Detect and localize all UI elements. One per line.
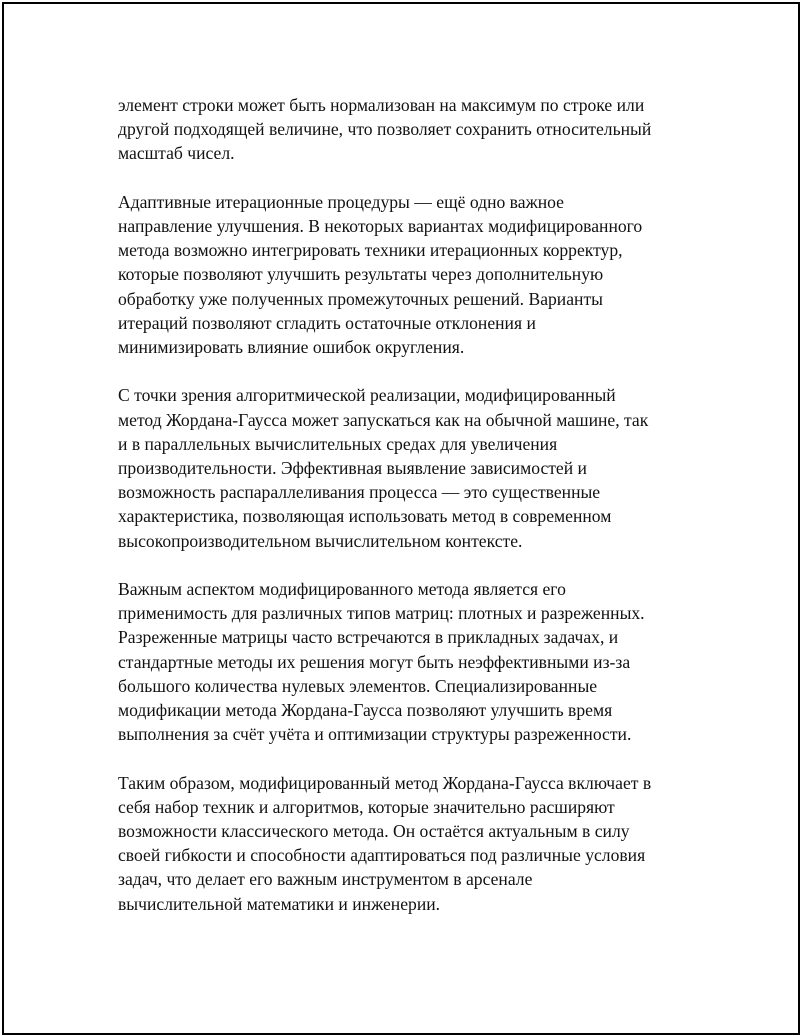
paragraph-adaptive-iterations: Адаптивные итерационные процедуры — ещё одно важное направление улучшения. В некоторых вариантах модифицированного метода возможно интегрировать техники итерационных корректур, которые позволяют улучшить результаты через дополнительную обработку уже полученных промежуточных решений. Варианты итераций позволяют сгладить остаточные отклонения и минимизировать влияние ошибок округления. bbox=[118, 191, 643, 358]
paragraph-algorithmic-implementation: С точки зрения алгоритмической реализации, модифицированный метод Жордана-Гаусса может запускаться как на обычной машине, так и в параллельных вычислительных средах для увеличения производительности. Эффективная выявление зависимостей и возможность распараллеливания процесса — это существенные характеристика, позволяющая использовать метод в современном высокопроизводительном вычислительном контексте. bbox=[118, 385, 649, 551]
paragraph-conclusion: Таким образом, модифицированный метод Жордана-Гаусса включает в себя набор техник и алгоритмов, которые значительно расширяют возможности классического метода. Он остаётся актуальным в силу своей гибкости и способности адаптироваться под различные условия задач, что делает его важным инструментом в арсенале вычислительной математики и инженерии. bbox=[118, 772, 652, 914]
paragraph-row-normalization: элемент строки может быть нормализован на максимум по строке или другой подходящей величине, что позволяет сохранить относительный масштаб чисел. bbox=[118, 95, 652, 164]
document-body bbox=[118, 93, 693, 916]
paragraph-matrix-types: Важным аспектом модифицированного метода является его применимость для различных типов матриц: плотных и разреженных. Разреженные матрицы часто встречаются в прикладных задачах, и стандартные методы их решения могут быть неэффективными из-за большого количества нулевых элементов. Специализированные модификации метода Жордана-Гаусса позволяют улучшить время выполнения за счёт учёта и оптимизации структуры разреженности. bbox=[118, 579, 645, 745]
